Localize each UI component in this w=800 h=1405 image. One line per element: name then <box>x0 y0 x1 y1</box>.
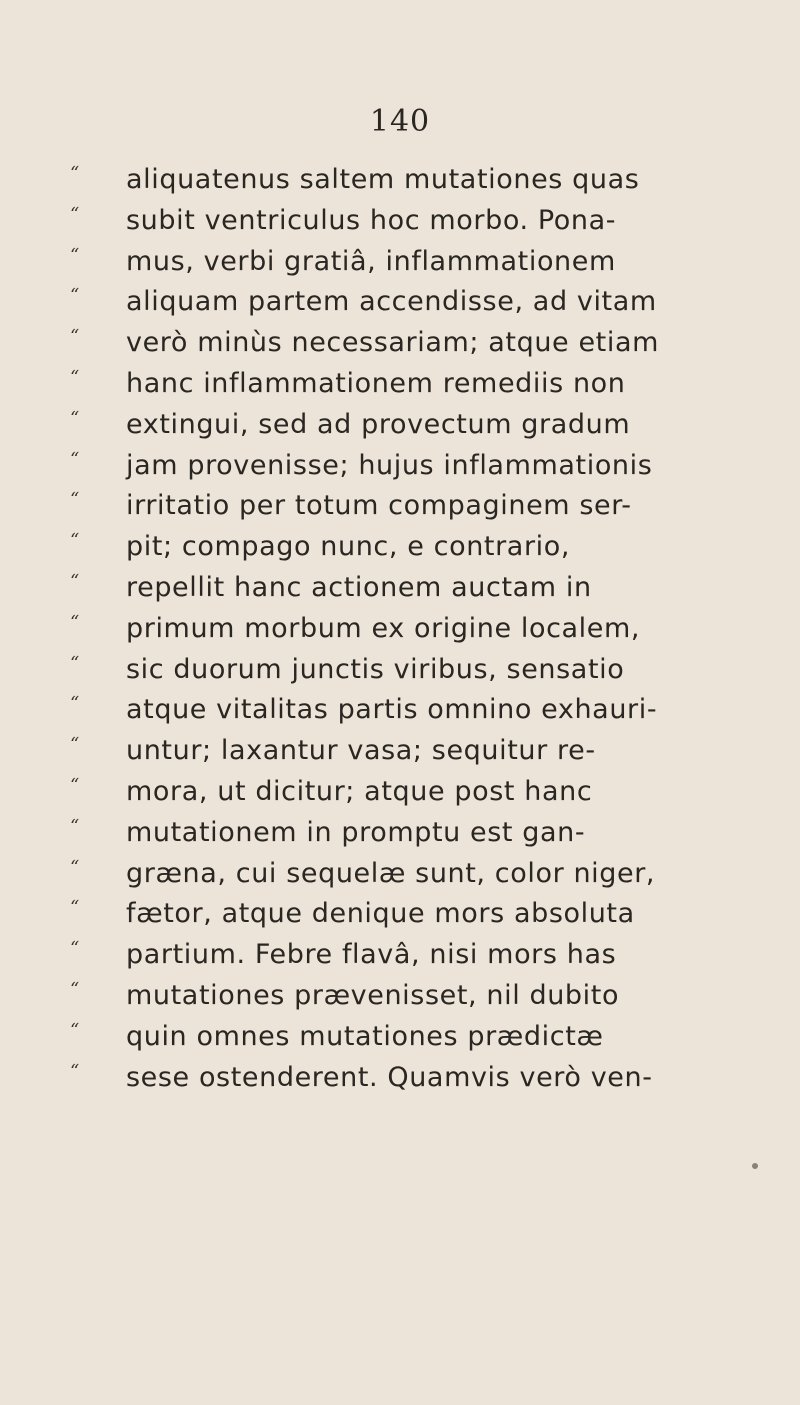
line-text: repellit hanc actionem auctam in <box>126 571 592 603</box>
line-text: quin omnes mutationes prædictæ <box>126 1020 604 1052</box>
quote-mark: “ <box>70 734 80 756</box>
text-body <box>70 160 760 1098</box>
line-text: jam provenisse; hujus inflammationis <box>126 449 653 481</box>
text-line <box>70 854 760 895</box>
line-text: mora, ut dicitur; atque post hanc <box>126 775 593 807</box>
line-text: aliquatenus saltem mutationes quas <box>126 164 640 195</box>
quote-mark: “ <box>70 774 80 796</box>
quote-mark: “ <box>70 938 80 960</box>
text-line <box>70 201 760 242</box>
line-text: sic duorum junctis viribus, sensatio <box>126 653 625 685</box>
quote-mark: “ <box>70 693 80 715</box>
quote-mark: “ <box>70 856 80 878</box>
quote-mark: “ <box>70 815 80 837</box>
line-text: mutationes prævenisset, nil dubito <box>126 979 620 1011</box>
quote-mark: “ <box>70 1060 80 1082</box>
text-line <box>70 242 760 283</box>
line-text: primum morbum ex origine localem, <box>126 612 641 644</box>
text-line <box>70 731 760 772</box>
quote-mark: “ <box>70 897 80 919</box>
text-line <box>70 568 760 609</box>
quote-mark: “ <box>70 366 80 388</box>
quote-mark: “ <box>70 489 80 511</box>
text-line <box>70 976 760 1017</box>
line-text: aliquam partem accendisse, ad vitam <box>126 286 657 318</box>
line-text: irritatio per totum compaginem ser- <box>126 490 632 522</box>
line-text: mus, verbi gratiâ, inflammationem <box>126 245 616 277</box>
text-line <box>70 1017 760 1058</box>
line-text: extingui, sed ad provectum gradum <box>126 408 631 440</box>
text-line <box>70 813 760 854</box>
text-line <box>70 690 760 731</box>
text-line <box>70 282 760 323</box>
line-text: hanc inflammationem remediis non <box>126 367 626 399</box>
quote-mark: “ <box>70 1019 80 1041</box>
quote-mark: “ <box>70 326 80 348</box>
text-line <box>70 894 760 935</box>
quote-mark: “ <box>70 203 80 225</box>
text-line <box>70 772 760 813</box>
quote-mark: “ <box>70 570 80 592</box>
quote-mark: “ <box>70 163 80 184</box>
text-line <box>70 323 760 364</box>
line-text: untur; laxantur vasa; sequitur re- <box>126 735 596 767</box>
line-text: sese ostenderent. Quamvis verò ven- <box>126 1061 653 1093</box>
quote-mark: “ <box>70 448 80 470</box>
line-text: partium. Febre flavâ, nisi mors has <box>126 939 617 971</box>
text-line <box>70 609 760 650</box>
quote-mark: “ <box>70 611 80 633</box>
quote-mark: “ <box>70 244 80 266</box>
quote-mark: “ <box>70 978 80 1000</box>
quote-mark: “ <box>70 652 80 674</box>
quote-mark: “ <box>70 407 80 429</box>
paper-speck <box>752 1163 758 1169</box>
line-text: græna, cui sequelæ sunt, color niger, <box>126 857 656 889</box>
text-line <box>70 527 760 568</box>
text-line <box>70 364 760 405</box>
text-line <box>70 1058 760 1099</box>
line-text: pit; compago nunc, e contrario, <box>126 531 571 563</box>
text-line <box>70 935 760 976</box>
line-text: subit ventriculus hoc morbo. Pona- <box>126 204 617 236</box>
text-line <box>70 446 760 487</box>
line-text: mutationem in promptu est gan- <box>126 816 586 848</box>
quote-mark: “ <box>70 285 80 307</box>
text-line <box>70 650 760 691</box>
page-number: 140 <box>369 104 431 139</box>
line-text: verò minùs necessariam; atque etiam <box>126 327 659 359</box>
line-text: atque vitalitas partis omnino exhauri- <box>126 694 658 726</box>
line-text: fætor, atque denique mors absoluta <box>126 898 635 930</box>
text-line <box>70 486 760 527</box>
quote-mark: “ <box>70 530 80 552</box>
text-line <box>70 405 760 446</box>
text-line <box>70 160 760 201</box>
